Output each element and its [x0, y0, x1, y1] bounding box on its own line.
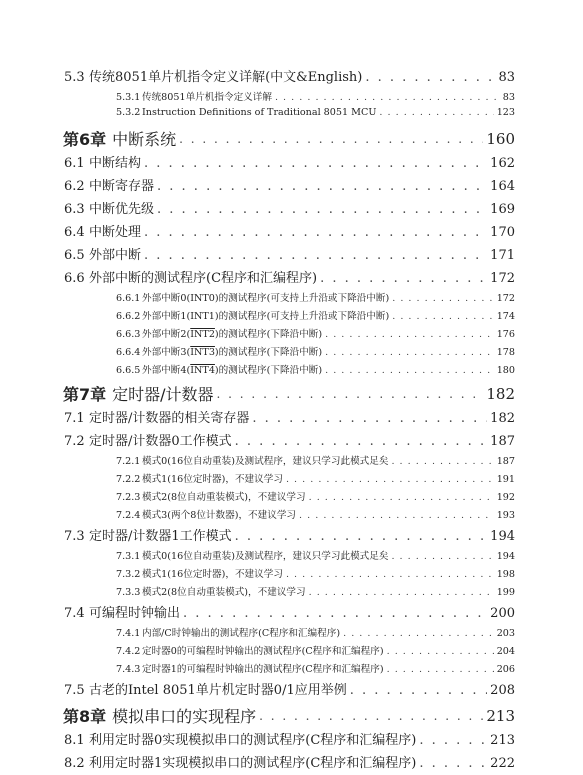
toc-page-number: 191 — [496, 474, 515, 485]
toc-entry-title-overlined: INT3 — [190, 347, 215, 358]
toc-subsection-entry[interactable] — [0, 643, 583, 661]
toc-dot-leader — [343, 628, 494, 639]
toc-entry-title: 模式3(两个8位计数器)，不建议学习 — [142, 510, 297, 521]
toc-entry-title: 古老的Intel 8051单片机定时器0/1应用举例 — [89, 683, 347, 698]
toc-subsection-entry[interactable] — [0, 566, 583, 584]
toc-entry-title: 模式2(8位自动重装模式)，不建议学习 — [142, 587, 306, 598]
toc-entry-title — [142, 344, 322, 358]
toc-page-number: 198 — [496, 569, 515, 580]
toc-section-entry[interactable] — [0, 175, 583, 198]
toc-dot-leader — [157, 202, 487, 217]
toc-dot-leader — [387, 664, 494, 675]
toc-entry-number: 7.3.1 — [116, 551, 141, 562]
toc-entry-title-prefix: 外部中断2( — [142, 329, 191, 340]
toc-dot-leader — [391, 456, 493, 467]
toc-dot-leader — [419, 756, 487, 771]
toc-entry-title: 模式2(8位自动重装模式)，不建议学习 — [142, 492, 306, 503]
toc-page-number: 182 — [486, 384, 515, 403]
toc-dot-leader — [157, 179, 487, 194]
toc-dot-leader — [309, 587, 494, 598]
toc-entry-title: 中断优先级 — [89, 202, 155, 217]
toc-subsection-entry[interactable] — [0, 326, 583, 344]
toc-entry-number: 6.6.5 — [116, 365, 141, 376]
toc-dot-leader — [275, 92, 500, 103]
toc-entry-title: Instruction Definitions of Traditional 8051 MCU — [142, 107, 377, 118]
toc-subsection-entry[interactable] — [0, 362, 583, 380]
toc-entry-number: 6.6 — [64, 271, 85, 286]
toc-page-number: 208 — [490, 683, 515, 698]
toc-entry-number: 6.5 — [64, 248, 85, 263]
toc-subsection-entry[interactable] — [0, 507, 583, 525]
toc-dot-leader — [320, 271, 487, 286]
toc-entry-number: 7.5 — [64, 683, 85, 698]
toc-page-number: 193 — [496, 510, 515, 521]
toc-subsection-entry[interactable] — [0, 584, 583, 602]
toc-entry-title: 传统8051单片机指令定义详解(中文&English) — [89, 70, 363, 85]
toc-page-number: 160 — [486, 129, 515, 148]
toc-entry-number: 第6章 — [63, 130, 107, 149]
toc-section-entry[interactable] — [0, 152, 583, 175]
toc-entry-title: 定时器/计数器1工作模式 — [89, 529, 232, 544]
toc-entry-number: 6.6.2 — [116, 311, 141, 322]
toc-entry-title: 定时器/计数器的相关寄存器 — [89, 411, 250, 426]
toc-dot-leader — [419, 733, 487, 748]
toc-entry-title: 外部中断0(INT0)的测试程序(可支持上升沿或下降沿中断) — [142, 293, 390, 304]
toc-dot-leader — [235, 529, 488, 544]
toc-page-number: 178 — [496, 347, 515, 358]
toc-entry-title: 定时器/计数器0工作模式 — [89, 434, 232, 449]
toc-subsection-entry[interactable] — [0, 453, 583, 471]
toc-dot-leader — [325, 347, 494, 358]
toc-entry-number: 7.4.3 — [116, 664, 141, 675]
toc-page-number: 176 — [496, 329, 515, 340]
toc-dot-leader — [144, 225, 487, 240]
toc-entry-title: 外部中断的测试程序(C程序和汇编程序) — [89, 271, 318, 286]
toc-entry-number: 7.3 — [64, 529, 85, 544]
toc-dot-leader — [286, 569, 494, 580]
toc-chapter-entry[interactable] — [0, 125, 583, 152]
toc-entry-number: 6.6.4 — [116, 347, 141, 358]
toc-entry-title: 利用定时器1实现模拟串口的测试程序(C程序和汇编程序) — [89, 756, 417, 771]
toc-page-number: 171 — [490, 248, 515, 263]
toc-dot-leader — [350, 683, 487, 698]
toc-entry-title: 定时器1的可编程时钟输出的测试程序(C程序和汇编程序) — [142, 664, 384, 675]
toc-page-number: 187 — [490, 434, 515, 449]
toc-entry-number: 6.6.1 — [116, 293, 141, 304]
toc-entry-number: 5.3.2 — [116, 107, 141, 118]
toc-dot-leader — [387, 646, 494, 657]
toc-dot-leader — [299, 510, 494, 521]
toc-dot-leader — [325, 365, 494, 376]
toc-page-number: 192 — [496, 492, 515, 503]
toc-entry-title: 可编程时钟输出 — [89, 606, 181, 621]
toc-section-entry[interactable] — [0, 430, 583, 453]
toc-dot-leader — [392, 311, 493, 322]
toc-page-number: 213 — [486, 706, 515, 725]
toc-entry-number: 第7章 — [63, 385, 107, 404]
toc-entry-title: 内部/C时钟输出的测试程序(C程序和汇编程序) — [142, 628, 341, 639]
toc-section-entry[interactable] — [0, 407, 583, 430]
toc-entry-number: 7.1 — [64, 411, 85, 426]
toc-page-number: 172 — [496, 293, 515, 304]
toc-subsection-entry[interactable] — [0, 107, 583, 125]
toc-page-number: 83 — [502, 92, 515, 103]
toc-entry-title: 外部中断1(INT1)的测试程序(可支持上升沿或下降沿中断) — [142, 311, 390, 322]
toc-entry-number: 7.4.2 — [116, 646, 141, 657]
toc-dot-leader — [252, 411, 487, 426]
toc-dot-leader — [325, 329, 494, 340]
toc-entry-title-suffix: )的测试程序(下降沿中断) — [214, 329, 323, 340]
toc-page-number: 187 — [496, 456, 515, 467]
toc-section-entry[interactable] — [0, 66, 583, 89]
toc-dot-leader — [179, 132, 483, 146]
toc-entry-number: 6.1 — [64, 156, 85, 171]
toc-dot-leader — [144, 248, 487, 263]
toc-page-number: 200 — [490, 606, 515, 621]
table-of-contents — [0, 66, 583, 775]
toc-entry-number: 7.2.3 — [116, 492, 141, 503]
toc-dot-leader — [391, 551, 493, 562]
toc-section-entry[interactable] — [0, 729, 583, 752]
toc-entry-title: 定时器/计数器 — [112, 385, 214, 404]
toc-dot-leader — [235, 434, 488, 449]
toc-page-number: 203 — [496, 628, 515, 639]
toc-dot-leader — [217, 387, 484, 401]
toc-entry-title — [142, 326, 322, 340]
toc-page-number: 213 — [490, 733, 515, 748]
toc-entry-title: 中断处理 — [89, 225, 142, 240]
toc-entry-number: 7.2.1 — [116, 456, 141, 467]
toc-entry-number: 5.3 — [64, 70, 85, 85]
toc-dot-leader — [365, 70, 495, 85]
toc-page-number: 170 — [490, 225, 515, 240]
toc-dot-leader — [392, 293, 493, 304]
toc-entry-title — [142, 362, 322, 376]
toc-entry-title: 模式0(16位自动重装)及测试程序，建议只学习此模式足矣 — [142, 551, 389, 562]
toc-page-number: 162 — [490, 156, 515, 171]
toc-entry-number: 7.2 — [64, 434, 85, 449]
toc-entry-title-suffix: )的测试程序(下降沿中断) — [214, 347, 323, 358]
toc-chapter-entry[interactable] — [0, 380, 583, 407]
toc-entry-number: 7.2.2 — [116, 474, 141, 485]
toc-subsection-entry[interactable] — [0, 290, 583, 308]
toc-subsection-entry[interactable] — [0, 489, 583, 507]
toc-subsection-entry[interactable] — [0, 308, 583, 326]
toc-entry-title: 传统8051单片机指令定义详解 — [142, 92, 272, 103]
toc-entry-title: 中断系统 — [112, 130, 177, 149]
toc-subsection-entry[interactable] — [0, 89, 583, 107]
toc-entry-number: 8.2 — [64, 756, 85, 771]
toc-page-number: 199 — [496, 587, 515, 598]
toc-dot-leader — [259, 709, 483, 723]
toc-page-number: 194 — [490, 529, 515, 544]
toc-entry-number: 6.3 — [64, 202, 85, 217]
toc-dot-leader — [309, 492, 494, 503]
toc-entry-number: 7.4 — [64, 606, 85, 621]
toc-entry-title: 中断结构 — [89, 156, 142, 171]
toc-subsection-entry[interactable] — [0, 661, 583, 679]
toc-entry-number: 8.1 — [64, 733, 85, 748]
toc-page-number: 182 — [490, 411, 515, 426]
toc-entry-title-prefix: 外部中断3( — [142, 347, 191, 358]
toc-section-entry[interactable] — [0, 602, 583, 625]
toc-page-number: 169 — [490, 202, 515, 217]
toc-page-number: 174 — [496, 311, 515, 322]
toc-entry-number: 7.3.3 — [116, 587, 141, 598]
toc-entry-title: 模式0(16位自动重装)及测试程序，建议只学习此模式足矣 — [142, 456, 389, 467]
toc-entry-number: 6.2 — [64, 179, 85, 194]
toc-page-number: 204 — [496, 646, 515, 657]
toc-entry-number: 5.3.1 — [116, 92, 141, 103]
toc-page-number: 172 — [490, 271, 515, 286]
toc-page-number: 194 — [496, 551, 515, 562]
toc-section-entry[interactable] — [0, 267, 583, 290]
toc-subsection-entry[interactable] — [0, 471, 583, 489]
toc-entry-title: 模拟串口的实现程序 — [112, 707, 257, 726]
toc-entry-title: 外部中断 — [89, 248, 142, 263]
toc-entry-title-overlined: INT2 — [190, 329, 215, 340]
toc-entry-title-suffix: )的测试程序(下降沿中断) — [214, 365, 323, 376]
toc-entry-number: 第8章 — [63, 707, 107, 726]
toc-entry-number: 6.6.3 — [116, 329, 141, 340]
toc-dot-leader — [379, 107, 493, 118]
toc-section-entry[interactable] — [0, 244, 583, 267]
toc-dot-leader — [286, 474, 494, 485]
toc-entry-title: 中断寄存器 — [89, 179, 155, 194]
toc-page-number: 164 — [490, 179, 515, 194]
toc-entry-title-prefix: 外部中断4( — [142, 365, 191, 376]
toc-subsection-entry[interactable] — [0, 344, 583, 362]
toc-section-entry[interactable] — [0, 525, 583, 548]
toc-section-entry[interactable] — [0, 752, 583, 775]
toc-entry-number: 7.2.4 — [116, 510, 141, 521]
toc-section-entry[interactable] — [0, 679, 583, 702]
toc-subsection-entry[interactable] — [0, 625, 583, 643]
toc-page-number: 180 — [496, 365, 515, 376]
toc-entry-number: 7.4.1 — [116, 628, 141, 639]
toc-page-number: 123 — [496, 107, 515, 118]
toc-dot-leader — [144, 156, 487, 171]
toc-entry-number: 6.4 — [64, 225, 85, 240]
toc-entry-title: 模式1(16位定时器)，不建议学习 — [142, 569, 283, 580]
toc-subsection-entry[interactable] — [0, 548, 583, 566]
toc-entry-title: 定时器0的可编程时钟输出的测试程序(C程序和汇编程序) — [142, 646, 384, 657]
toc-entry-title: 利用定时器0实现模拟串口的测试程序(C程序和汇编程序) — [89, 733, 417, 748]
toc-page-number: 222 — [490, 756, 515, 771]
toc-entry-title: 模式1(16位定时器)，不建议学习 — [142, 474, 283, 485]
toc-section-entry[interactable] — [0, 221, 583, 244]
toc-dot-leader — [183, 606, 487, 621]
toc-entry-number: 7.3.2 — [116, 569, 141, 580]
toc-page-number: 83 — [498, 70, 515, 85]
toc-page-number: 206 — [496, 664, 515, 675]
toc-entry-title-overlined: INT4 — [190, 365, 215, 376]
toc-section-entry[interactable] — [0, 198, 583, 221]
